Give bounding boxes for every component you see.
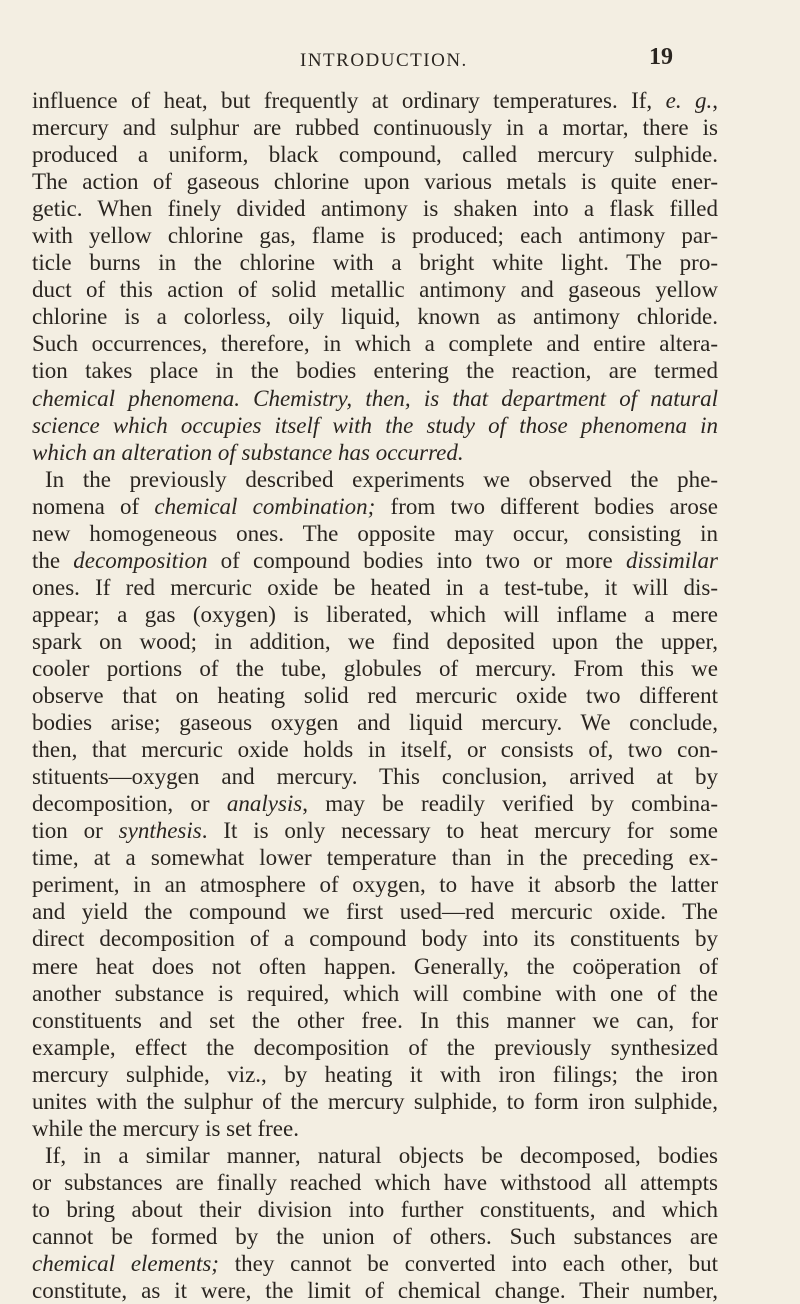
text-segment: stituents—oxygen and mercury. This conclusion, arrived at by xyxy=(32,764,718,790)
text-segment: example, effect the decomposition of the previously synthesized xyxy=(32,1034,718,1060)
page-number: 19 xyxy=(649,44,673,70)
text-segment: mere heat does not often happen. Generally, the coöperation of xyxy=(32,953,718,979)
text-segment: chlorine is a colorless, oily liquid, known as antimony chloride. xyxy=(32,304,718,330)
text-segment: duct of this action of solid metallic antimony and gaseous yellow xyxy=(32,277,718,303)
text-line xyxy=(32,925,718,952)
text-segment: cooler portions of the tube, globules of mercury. From this we xyxy=(32,655,718,681)
text-segment: spark on wood; in addition, we find deposited upon the upper, xyxy=(32,628,718,654)
text-segment: direct decomposition of a compound body into its constituents by xyxy=(32,926,718,952)
text-segment: ones. If red mercuric oxide be heated in a test-tube, it will dis- xyxy=(32,574,718,600)
text-segment: to bring about their division into further constituents, and which xyxy=(32,1196,718,1222)
text-line xyxy=(32,628,718,655)
text-line xyxy=(32,871,718,898)
text-segment: mercury and sulphur are rubbed continuously in a mortar, there is xyxy=(32,115,718,141)
text-segment: The action of gaseous chlorine upon various metals is quite ener- xyxy=(32,169,718,195)
text-segment: getic. When finely divided antimony is shaken into a flask filled xyxy=(32,196,718,222)
text-line xyxy=(32,1277,718,1304)
text-segment: nomena of xyxy=(32,493,155,519)
text-segment: . It is only necessary to heat mercury for some xyxy=(201,818,718,844)
text-line xyxy=(32,844,718,871)
text-line xyxy=(32,1169,718,1196)
text-segment: cannot be formed by the union of others. Such substances are xyxy=(32,1223,718,1249)
text-line xyxy=(32,817,718,844)
text-line xyxy=(32,303,718,330)
text-segment: of compound bodies into two or more xyxy=(207,547,626,573)
text-segment: they cannot be converted into each other, but xyxy=(218,1251,718,1277)
text-segment: influence of heat, but frequently at ordinary temperatures. If, xyxy=(32,88,666,113)
text-segment: periment, in an atmosphere of oxygen, to have it absorb the latter xyxy=(32,872,718,898)
text-line xyxy=(32,547,718,574)
text-segment: , xyxy=(712,88,718,113)
text-line xyxy=(32,412,718,439)
text-segment: from two different bodies arose xyxy=(375,493,718,519)
text-line xyxy=(32,655,718,682)
text-segment: unites with the sulphur of the mercury sulphide, to form iron sulphide, xyxy=(32,1088,718,1114)
text-line xyxy=(32,357,718,384)
text-line xyxy=(32,1196,718,1223)
text-segment: and yield the compound we first used—red mercuric oxide. The xyxy=(32,899,718,925)
text-segment: In the previously described experiments we observed the phe- xyxy=(45,466,718,492)
text-segment: Such occurrences, therefore, in which a complete and entire altera- xyxy=(32,331,718,357)
running-head xyxy=(0,44,800,80)
italic-text-segment: synthesis xyxy=(118,818,202,844)
text-segment: then, that mercuric oxide holds in itself, or consists of, two con- xyxy=(32,737,718,763)
text-segment: while the mercury is set free. xyxy=(32,1115,299,1141)
text-line xyxy=(32,1142,718,1169)
italic-text-segment: chemical elements; xyxy=(32,1251,219,1277)
text-segment: the xyxy=(32,547,74,573)
text-segment: If, in a similar manner, natural objects be decomposed, bodies xyxy=(45,1142,718,1168)
text-line xyxy=(32,385,718,412)
italic-text-segment: analysis xyxy=(226,791,303,817)
text-line xyxy=(32,1061,718,1088)
text-segment: mercury sulphide, viz., by heating it with iron filings; the iron xyxy=(32,1061,718,1087)
text-line xyxy=(32,953,718,980)
text-line xyxy=(32,168,718,195)
text-line xyxy=(32,493,718,520)
text-line xyxy=(32,1007,718,1034)
text-line xyxy=(32,439,718,466)
text-line xyxy=(32,1115,718,1142)
text-segment: produced a uniform, black compound, called mercury sulphide. xyxy=(32,142,718,168)
text-line xyxy=(32,249,718,276)
text-segment: constitute, as it were, the limit of chemical change. Their number, xyxy=(32,1278,718,1304)
text-line xyxy=(32,1223,718,1250)
text-line xyxy=(32,980,718,1007)
text-segment: ticle burns in the chlorine with a bright white light. The pro- xyxy=(32,250,718,276)
text-line xyxy=(32,276,718,303)
text-line xyxy=(32,466,718,493)
text-line xyxy=(32,790,718,817)
text-segment: with yellow chlorine gas, flame is produced; each antimony par- xyxy=(32,223,718,249)
italic-text-segment: decomposition xyxy=(73,547,208,573)
text-segment: constituents and set the other free. In this manner we can, for xyxy=(32,1007,718,1033)
text-line xyxy=(32,330,718,357)
text-line xyxy=(32,141,718,168)
text-segment: observe that on heating solid red mercuric oxide two different xyxy=(32,683,718,709)
text-line xyxy=(32,682,718,709)
text-line xyxy=(32,574,718,601)
italic-text-segment: which an alteration of substance has occurred. xyxy=(32,439,464,465)
text-segment: tion or xyxy=(32,818,119,844)
running-title: INTRODUCTION. xyxy=(300,50,468,71)
text-segment: new homogeneous ones. The opposite may occur, consisting in xyxy=(32,520,718,546)
text-segment: another substance is required, which will combine with one of the xyxy=(32,980,718,1006)
text-line xyxy=(32,195,718,222)
italic-text-segment: science which occupies itself with the study of those phenomena in xyxy=(32,412,718,438)
text-line xyxy=(32,1088,718,1115)
italic-text-segment: dissimilar xyxy=(625,547,718,573)
text-line xyxy=(32,601,718,628)
text-line xyxy=(32,1034,718,1061)
text-line xyxy=(32,222,718,249)
text-segment: or substances are finally reached which have withstood all attempts xyxy=(32,1169,718,1195)
text-line xyxy=(32,709,718,736)
text-segment: decomposition, or xyxy=(32,791,227,817)
text-line xyxy=(32,763,718,790)
text-line xyxy=(32,520,718,547)
text-line xyxy=(32,87,718,114)
text-line xyxy=(32,114,718,141)
text-segment: bodies arise; gaseous oxygen and liquid mercury. We conclude, xyxy=(32,710,718,736)
text-segment: appear; a gas (oxygen) is liberated, which will inflame a mere xyxy=(32,601,718,627)
body-text xyxy=(32,87,718,1304)
text-segment: time, at a somewhat lower temperature than in the preceding ex- xyxy=(32,845,718,871)
text-line xyxy=(32,736,718,763)
italic-text-segment: chemical phenomena. Chemistry, then, is that department of natural xyxy=(32,385,718,411)
text-line xyxy=(32,1250,718,1277)
italic-text-segment: e. g. xyxy=(665,88,713,113)
italic-text-segment: chemical combination; xyxy=(154,493,376,519)
text-segment: tion takes place in the bodies entering the reaction, are termed xyxy=(32,358,718,384)
text-line xyxy=(32,898,718,925)
text-segment: , may be readily verified by combina- xyxy=(302,791,718,817)
